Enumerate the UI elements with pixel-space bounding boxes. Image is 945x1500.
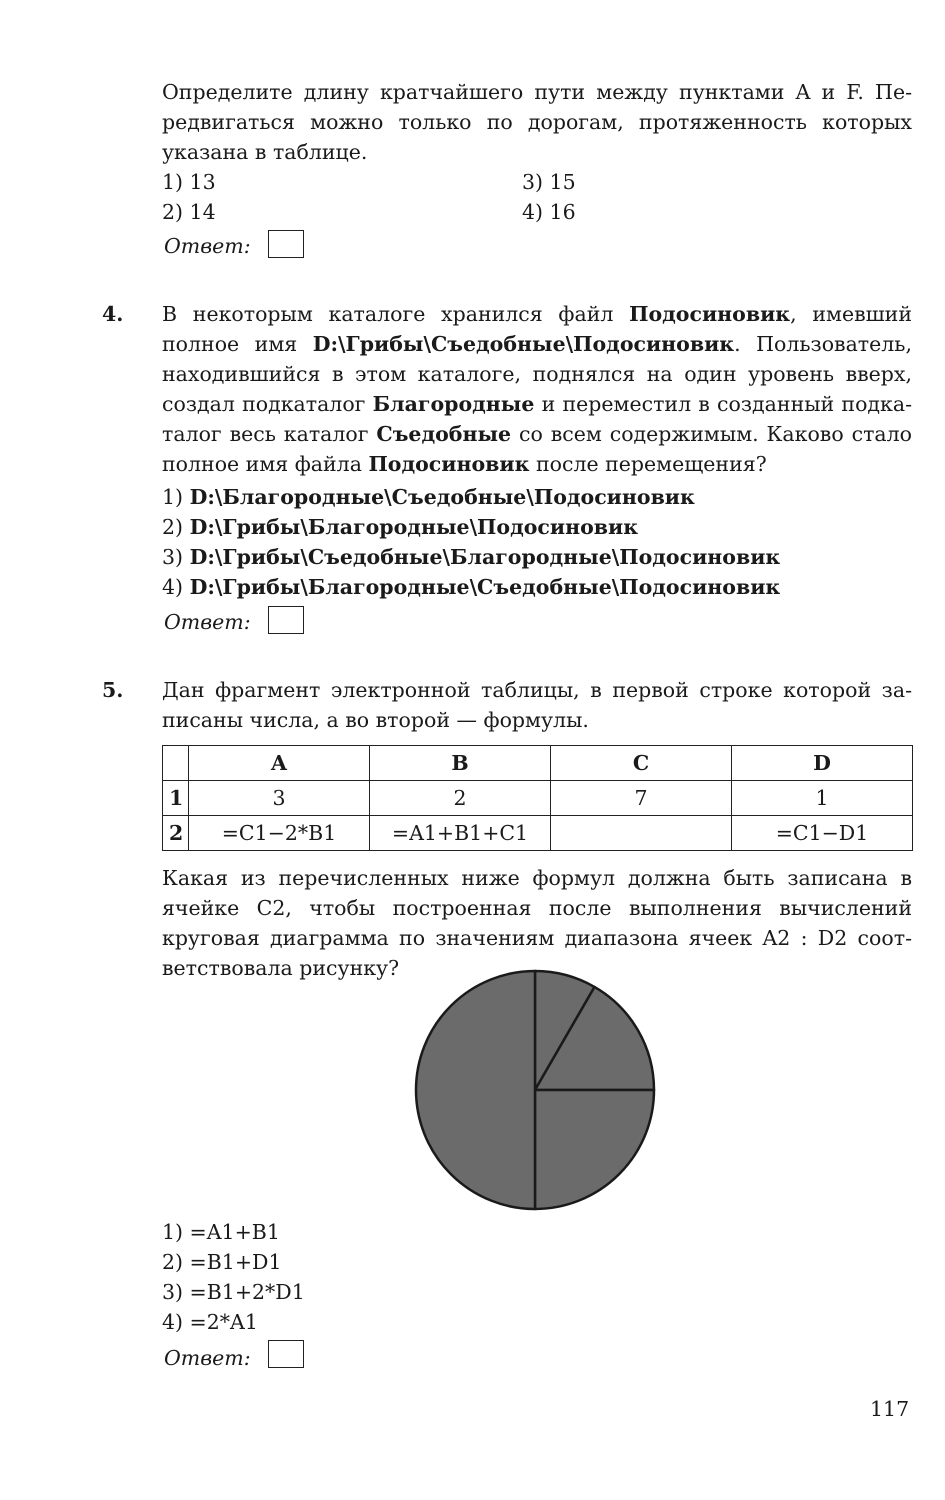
row-header-2: 2 <box>163 816 189 851</box>
q4-answer-label: Ответ: <box>164 610 251 634</box>
col-header-c: C <box>551 746 732 781</box>
q5-question-line-4: ветствовала рисунку? <box>162 956 400 980</box>
q3-line-1: Определите длину кратчайшего пути между пунктами A и F. Пе- <box>162 80 912 104</box>
row-header-1: 1 <box>163 781 189 816</box>
q4-line-5: талог весь каталог Съедобные со всем содержимым. Каково стало <box>162 422 912 446</box>
page-number: 117 <box>870 1397 910 1421</box>
cell-b2: =A1+B1+C1 <box>370 816 551 851</box>
q5-number: 5. <box>102 678 124 702</box>
q3-option-1: 1) 13 <box>162 170 216 194</box>
q4-number: 4. <box>102 302 124 326</box>
q3-option-4: 4) 16 <box>522 200 576 224</box>
pie-slice-4 <box>416 971 535 1209</box>
q5-intro-line-2: писаны числа, а во второй — формулы. <box>162 708 589 732</box>
q5-intro-line-1: Дан фрагмент электронной таблицы, в первой строке которой за- <box>162 678 912 702</box>
col-header-a: A <box>189 746 370 781</box>
table-row <box>163 781 913 816</box>
q5-option-3: 3) =B1+2*D1 <box>162 1280 305 1304</box>
q5-question-line-3: круговая диаграмма по значениям диапазона ячеек A2 : D2 соот- <box>162 926 912 950</box>
cell-d1: 1 <box>732 781 913 816</box>
q4-option-3: 3) D:\Грибы\Съедобные\Благородные\Подосиновик <box>162 545 781 569</box>
cell-a2: =C1−2*B1 <box>189 816 370 851</box>
q4-line-2: полное имя D:\Грибы\Съедобные\Подосиновик. Пользователь, <box>162 332 912 356</box>
col-header-d: D <box>732 746 913 781</box>
q5-option-1: 1) =A1+B1 <box>162 1220 280 1244</box>
cell-a1: 3 <box>189 781 370 816</box>
table-row <box>163 816 913 851</box>
q3-answer-label: Ответ: <box>164 234 251 258</box>
q5-option-4: 4) =2*A1 <box>162 1310 258 1334</box>
col-header-b: B <box>370 746 551 781</box>
q4-option-2: 2) D:\Грибы\Благородные\Подосиновик <box>162 515 639 539</box>
cell-c2 <box>551 816 732 851</box>
pie-chart <box>405 945 665 1225</box>
q3-answer-box[interactable] <box>268 230 304 258</box>
q4-line-6: полное имя файла Подосиновик после перемещения? <box>162 452 767 476</box>
cell-c1: 7 <box>551 781 732 816</box>
q3-line-2: редвигаться можно только по дорогам, протяженность которых <box>162 110 912 134</box>
q3-line-3: указана в таблице. <box>162 140 368 164</box>
table-header-row <box>163 746 913 781</box>
table-corner-cell <box>163 746 189 781</box>
cell-b1: 2 <box>370 781 551 816</box>
q4-option-1: 1) D:\Благородные\Съедобные\Подосиновик <box>162 485 695 509</box>
spreadsheet-table <box>162 745 913 851</box>
q5-question-line-1: Какая из перечисленных ниже формул должна быть записана в <box>162 866 912 890</box>
q5-option-2: 2) =B1+D1 <box>162 1250 282 1274</box>
q4-line-4: создал подкаталог Благородные и переместил в созданный подка- <box>162 392 913 416</box>
q3-option-2: 2) 14 <box>162 200 216 224</box>
q4-option-4: 4) D:\Грибы\Благородные\Съедобные\Подосиновик <box>162 575 781 599</box>
q5-question-line-2: ячейке C2, чтобы построенная после выполнения вычислений <box>162 896 912 920</box>
q5-answer-label: Ответ: <box>164 1346 251 1370</box>
q5-answer-box[interactable] <box>268 1340 304 1368</box>
q4-line-3: находившийся в этом каталоге, поднялся на один уровень вверх, <box>162 362 912 386</box>
cell-d2: =C1−D1 <box>732 816 913 851</box>
q4-line-1: В некоторым каталоге хранился файл Подосиновик, имевший <box>162 302 913 326</box>
pie-slice-3 <box>535 1090 654 1209</box>
q3-option-3: 3) 15 <box>522 170 576 194</box>
q4-answer-box[interactable] <box>268 606 304 634</box>
